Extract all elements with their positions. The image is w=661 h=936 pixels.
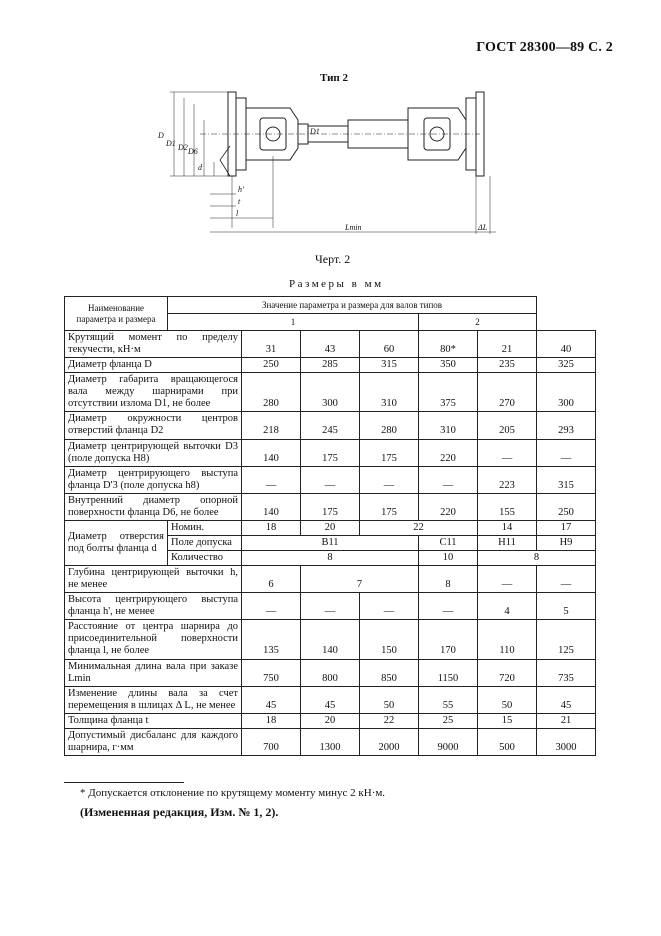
table-title: Размеры в мм (289, 278, 384, 290)
cell: 735 (537, 659, 596, 686)
table-row (65, 331, 596, 358)
cell: 55 (419, 686, 478, 713)
cell: 205 (478, 412, 537, 439)
cell: — (242, 466, 301, 493)
cell: C11 (419, 535, 478, 550)
label-Lmin: Lmin (345, 223, 362, 232)
footnote: * Допускается отклонение по крутящему моменту минус 2 кН·м. (80, 787, 386, 799)
cell: 280 (360, 412, 419, 439)
table-row (65, 728, 596, 755)
cell: 250 (537, 493, 596, 520)
cell: 6 (242, 566, 301, 593)
cell: — (301, 466, 360, 493)
cell: 5 (537, 593, 596, 620)
label-d: d (198, 163, 202, 172)
cell: 7 (301, 566, 419, 593)
cell: 250 (242, 358, 301, 373)
footnote-rule (64, 782, 184, 783)
table-row (65, 358, 596, 373)
table-row (65, 466, 596, 493)
row-name: Изменение длины вала за счет перемещения в шлицах Δ L, не менее (65, 686, 242, 713)
cell: — (360, 593, 419, 620)
cell: 175 (301, 439, 360, 466)
cell: 40 (537, 331, 596, 358)
header-parameter-name: Наименование параметра и размера (65, 297, 168, 331)
cell: 140 (242, 493, 301, 520)
cell: 293 (537, 412, 596, 439)
cell: 18 (242, 520, 301, 535)
cell: H9 (537, 535, 596, 550)
header-type-2: 2 (419, 314, 537, 331)
cell: 270 (478, 373, 537, 412)
cell: — (360, 466, 419, 493)
cell: 245 (301, 412, 360, 439)
row-name: Глубина центрирующей выточки h, не менее (65, 566, 242, 593)
shaft-drawing (140, 86, 520, 246)
table-row (65, 659, 596, 686)
cell: 150 (360, 620, 419, 659)
cell: 22 (360, 713, 419, 728)
cell: 2000 (360, 728, 419, 755)
holes-name: Диаметр отверстия под болты фланца d (65, 520, 168, 565)
row-name: Высота центрирующего выступа фланца h', не менее (65, 593, 242, 620)
cell: 350 (419, 358, 478, 373)
label-dL: ΔL (478, 223, 488, 232)
cell: 375 (419, 373, 478, 412)
cell: 45 (537, 686, 596, 713)
cell: 9000 (419, 728, 478, 755)
cell: 125 (537, 620, 596, 659)
cell: 50 (478, 686, 537, 713)
cell: 4 (478, 593, 537, 620)
label-D1: D1 (166, 139, 176, 148)
table-row (65, 412, 596, 439)
cell: 175 (360, 493, 419, 520)
holes-nominal-row (65, 520, 596, 535)
page-header: ГОСТ 28300—89 С. 2 (476, 40, 613, 55)
cell: 800 (301, 659, 360, 686)
cell: 60 (360, 331, 419, 358)
table-header-row (65, 297, 596, 314)
cell: 223 (478, 466, 537, 493)
header-type-1: 1 (168, 314, 419, 331)
holes-count-label: Количество (168, 551, 242, 566)
row-name: Диаметр центрирующего выступа фланца D'3 (поле допуска h8) (65, 466, 242, 493)
cell: 720 (478, 659, 537, 686)
cell: 20 (301, 713, 360, 728)
cell: — (537, 439, 596, 466)
cell: 8 (419, 566, 478, 593)
cell: H11 (478, 535, 537, 550)
cell: — (478, 439, 537, 466)
cell: — (242, 593, 301, 620)
cell: — (537, 566, 596, 593)
holes-tolerance-label: Поле допуска (168, 535, 242, 550)
cell: 31 (242, 331, 301, 358)
cell: 22 (360, 520, 478, 535)
cell: 25 (419, 713, 478, 728)
row-name: Минимальная длина вала при заказе Lmin (65, 659, 242, 686)
cell: 43 (301, 331, 360, 358)
cell: 8 (242, 551, 419, 566)
label-t: t (238, 197, 241, 206)
row-name: Внутренний диаметр опорной поверхности фланца D6, не более (65, 493, 242, 520)
cell: 20 (301, 520, 360, 535)
cell: 700 (242, 728, 301, 755)
cell: 175 (301, 493, 360, 520)
cell: 300 (537, 373, 596, 412)
cell: 170 (419, 620, 478, 659)
cell: 140 (242, 439, 301, 466)
revision-note: (Измененная редакция, Изм. № 1, 2). (80, 805, 279, 819)
cell: 300 (301, 373, 360, 412)
row-name: Допустимый дисбаланс для каждого шарнира, г·мм (65, 728, 242, 755)
label-h1: h' (238, 185, 244, 194)
label-D2: D2 (178, 143, 188, 152)
cell: 155 (478, 493, 537, 520)
cell: 135 (242, 620, 301, 659)
cell: 310 (360, 373, 419, 412)
cell: 21 (478, 331, 537, 358)
table-row (65, 593, 596, 620)
cell: 8 (478, 551, 596, 566)
label-D1-right: D1 (310, 127, 320, 136)
cell: 218 (242, 412, 301, 439)
label-l: l (236, 209, 239, 218)
cell: 220 (419, 493, 478, 520)
table-row (65, 620, 596, 659)
header-values: Значение параметра и размера для валов типов (168, 297, 537, 314)
row-name: Диаметр фланца D (65, 358, 242, 373)
label-D6: D6 (188, 147, 198, 156)
row-name: Диаметр центрирующей выточки D3 (поле допуска Н8) (65, 439, 242, 466)
cell: 285 (301, 358, 360, 373)
cell: 21 (537, 713, 596, 728)
cell: 175 (360, 439, 419, 466)
holes-nominal-label: Номин. (168, 520, 242, 535)
cell: 1300 (301, 728, 360, 755)
table-body-bottom (65, 566, 596, 756)
cell: 140 (301, 620, 360, 659)
cell: 17 (537, 520, 596, 535)
cell: 500 (478, 728, 537, 755)
cell: 110 (478, 620, 537, 659)
row-name: Расстояние от центра шарнира до присоединительной поверхности фланца l, не более (65, 620, 242, 659)
cell: — (478, 566, 537, 593)
table-row (65, 686, 596, 713)
cell: — (419, 466, 478, 493)
table-body-top (65, 331, 596, 521)
cell: 18 (242, 713, 301, 728)
table-row (65, 566, 596, 593)
table-row (65, 713, 596, 728)
cell: 280 (242, 373, 301, 412)
row-name: Толщина фланца t (65, 713, 242, 728)
cell: 45 (242, 686, 301, 713)
row-name: Диаметр окружности центров отверстий фланца D2 (65, 412, 242, 439)
label-D: D (158, 131, 164, 140)
table-row (65, 493, 596, 520)
dimensions-table (64, 296, 596, 756)
cell: B11 (242, 535, 419, 550)
cell: 45 (301, 686, 360, 713)
cell: 15 (478, 713, 537, 728)
cell: 850 (360, 659, 419, 686)
cell: 325 (537, 358, 596, 373)
figure-caption: Черт. 2 (315, 252, 351, 266)
cell: 220 (419, 439, 478, 466)
holes-block (65, 520, 596, 565)
row-name: Крутящий момент по пределу текучести, кН·м (65, 331, 242, 358)
cell: — (301, 593, 360, 620)
cell: 3000 (537, 728, 596, 755)
cell: 14 (478, 520, 537, 535)
cell: 750 (242, 659, 301, 686)
cell: — (419, 593, 478, 620)
cell: 1150 (419, 659, 478, 686)
cell: 310 (419, 412, 478, 439)
cell: 315 (360, 358, 419, 373)
cell: 235 (478, 358, 537, 373)
table-row (65, 373, 596, 412)
cell: 80* (419, 331, 478, 358)
cell: 10 (419, 551, 478, 566)
row-name: Диаметр габарита вращающегося вала между шарнирами при отсутствии излома D1, не более (65, 373, 242, 412)
cell: 315 (537, 466, 596, 493)
figure-title: Тип 2 (320, 72, 348, 84)
table-row (65, 439, 596, 466)
cell: 50 (360, 686, 419, 713)
